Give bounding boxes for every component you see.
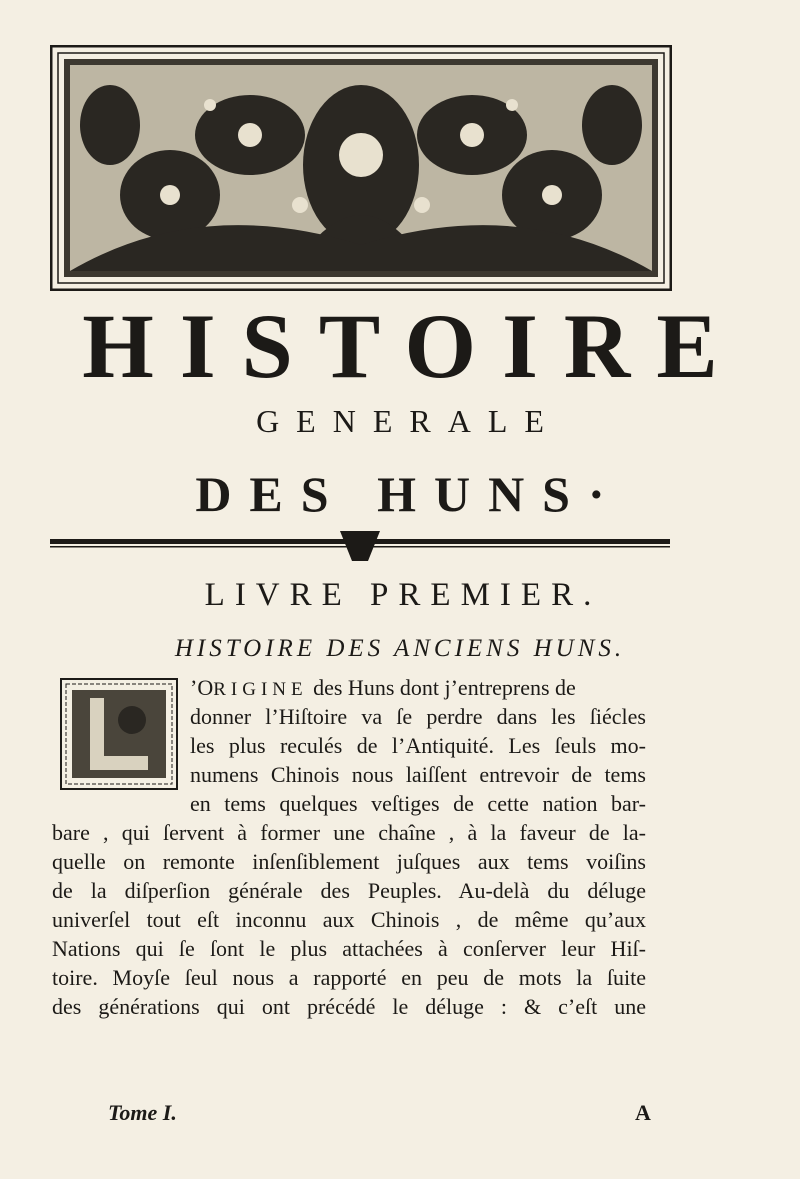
body-line-3: les plus reculés de l’Antiquité. Les ſeuls mo-: [190, 733, 646, 758]
body-line-8: de la diſperſion générale des Peuples. Au-delà du déluge: [52, 878, 646, 903]
body-line-2: donner l’Hiſtoire va ſe perdre dans les ſiécles: [190, 704, 646, 729]
title-des-huns: DES HUNS·: [195, 466, 623, 522]
ornamented-initial-L-icon: [60, 678, 178, 790]
body-line-11: toire. Moyſe ſeul nous a rapporté en peu de mots la ſuite: [52, 965, 646, 990]
chapter-heading: HISTOIRE DES ANCIENS HUNS.: [174, 635, 626, 662]
floral-headpiece-icon: [50, 45, 672, 291]
lead-capital: ’O: [190, 675, 214, 700]
volume-footer: Tome I.: [108, 1100, 177, 1125]
signature-mark: A: [635, 1100, 651, 1125]
ornamental-rule-icon: [50, 525, 670, 565]
body-line-5: en tems quelques veſtiges de cette nation bar-: [190, 791, 646, 816]
body-line-12: des générations qui ont précédé le déluge : & c’eſt une: [52, 994, 646, 1019]
body-line-10: Nations qui ſe ſont le plus attachées à conſerver leur Hiſ-: [52, 936, 646, 961]
lead-smallcaps: RIGINE: [213, 679, 308, 700]
body-line-6: bare , qui ſervent à former une chaîne , à la faveur de la-: [52, 820, 646, 845]
body-line-1: [190, 674, 646, 704]
body-line-7: quelle on remonte inſenſiblement juſques aux tems voiſins: [52, 849, 646, 874]
lead-rest: des Huns dont j’entreprens de: [307, 675, 576, 700]
body-line-9: univerſel tout eſt inconnu aux Chinois , de même qu’aux: [52, 907, 646, 932]
book-heading: LIVRE PREMIER.: [204, 577, 602, 613]
title-generale: GENERALE: [256, 403, 561, 439]
title-histoire: HISTOIRE: [82, 295, 744, 397]
body-line-4: numens Chinois nous laiſſent entrevoir de tems: [190, 762, 646, 787]
